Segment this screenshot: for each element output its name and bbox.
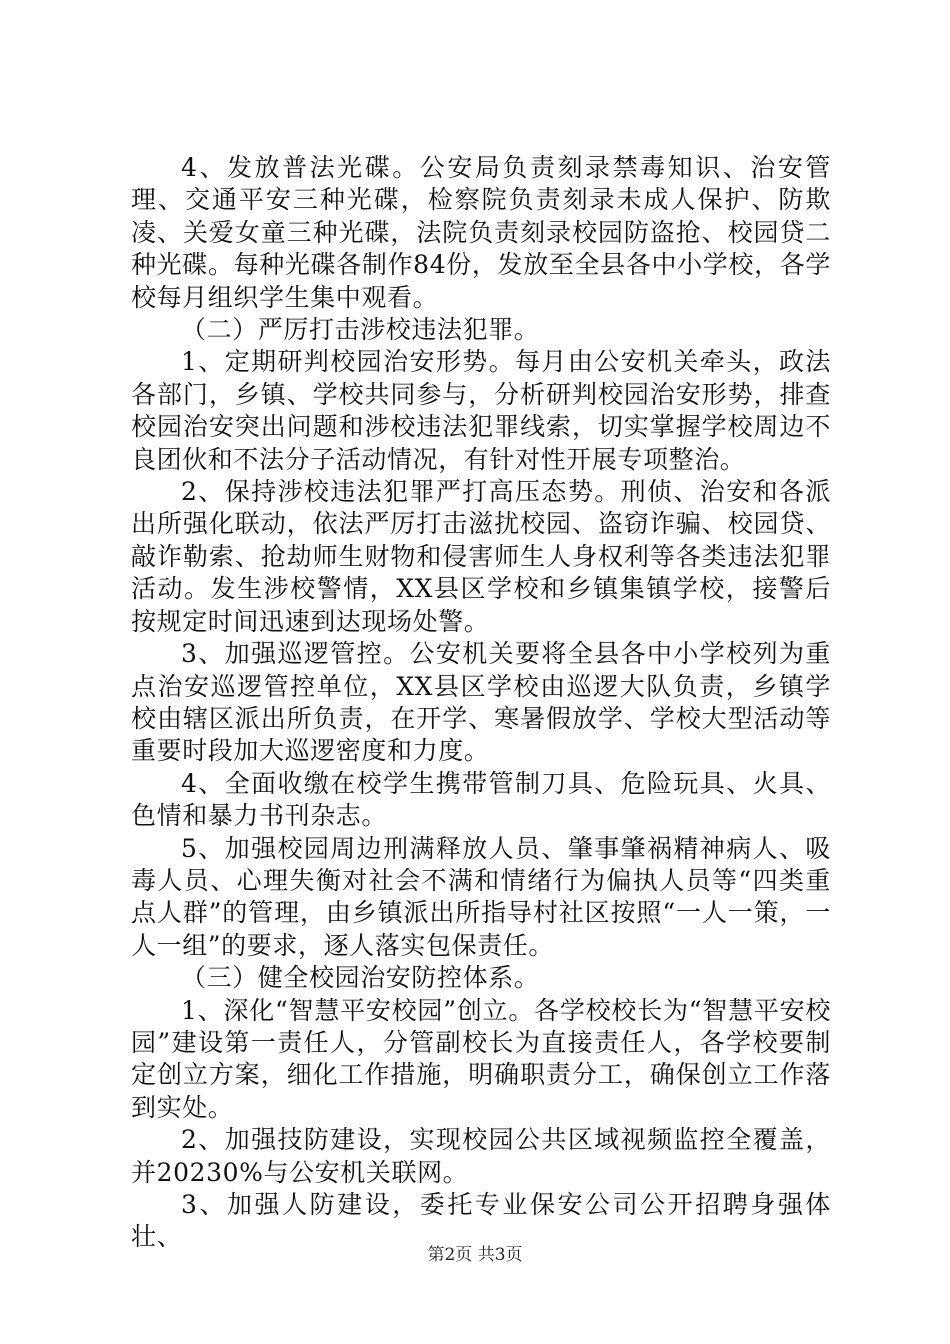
paragraph-distribute-discs: 4、发放普法光碟。公安局负责刻录禁毒知识、治安管理、交通平安三种光碟，检察院负责刻录未成人保护、防欺凌、关爱女童三种光碟，法院负责刻录校园防盗抢、校园贷二种光碟。每种光碟各制作84份，发放至全县各中小学校，各学校每月组织学生集中观看。 bbox=[131, 153, 831, 312]
paragraph-study-situation: 1、定期研判校园治安形势。每月由公安机关牵头，政法各部门，乡镇、学校共同参与，分析研判校园治安形势，排查校园治安突出问题和涉校违法犯罪线索，切实掌握学校周边不良团伙和不法分子活动情况，有针对性开展专项整治。 bbox=[131, 347, 831, 474]
paragraph-smart-campus: 1、深化“智慧平安校园”创立。各学校校长为“智慧平安校园”建设第一责任人，分管副校长为直接责任人，各学校要制定创立方案，细化工作措施，明确职责分工，确保创立工作落到实处。 bbox=[131, 995, 831, 1122]
paragraph-tech-defense: 2、加强技防建设，实现校园公共区域视频监控全覆盖，并20230%与公安机关联网。 bbox=[131, 1125, 831, 1187]
document-body bbox=[131, 152, 831, 1254]
paragraph-key-groups: 5、加强校园周边刑满释放人员、肇事肇祸精神病人、吸毒人员、心理失衡对社会不满和情绪行为偏执人员等“四类重点人群”的管理，由乡镇派出所指导村社区按照“一人一策，一人一组”的要求，逐人落实包保责任。 bbox=[131, 833, 831, 960]
section-heading-crackdown: （二）严厉打击涉校违法犯罪。 bbox=[181, 315, 540, 345]
paragraph-confiscate: 4、全面收缴在校学生携带管制刀具、危险玩具、火具、色情和暴力书刊杂志。 bbox=[131, 768, 831, 831]
paragraph-high-pressure: 2、保持涉校违法犯罪严打高压态势。刑侦、治安和各派出所强化联动，依法严厉打击滋扰校园、盗窃诈骗、校园贷、敲诈勒索、抢劫师生财物和侵害师生人身权利等各类违法犯罪活动。发生涉校警情，XX县区学校和乡镇集镇学校，接警后按规定时间迅速到达现场处警。 bbox=[131, 477, 831, 636]
page-number: 第2页 共3页 bbox=[427, 1245, 523, 1265]
paragraph-patrol-control: 3、加强巡逻管控。公安机关要将全县各中小学校列为重点治安巡逻管控单位，XX县区学校由巡逻大队负责，乡镇学校由辖区派出所负责，在开学、寒暑假放学、学校大型活动等重要时段加大巡逻密度和力度。 bbox=[131, 639, 831, 766]
section-heading-prevention: （三）健全校园治安防控体系。 bbox=[181, 963, 540, 993]
paragraph-personnel-defense: 3、加强人防建设，委托专业保安公司公开招聘身强体壮、 bbox=[131, 1190, 831, 1252]
